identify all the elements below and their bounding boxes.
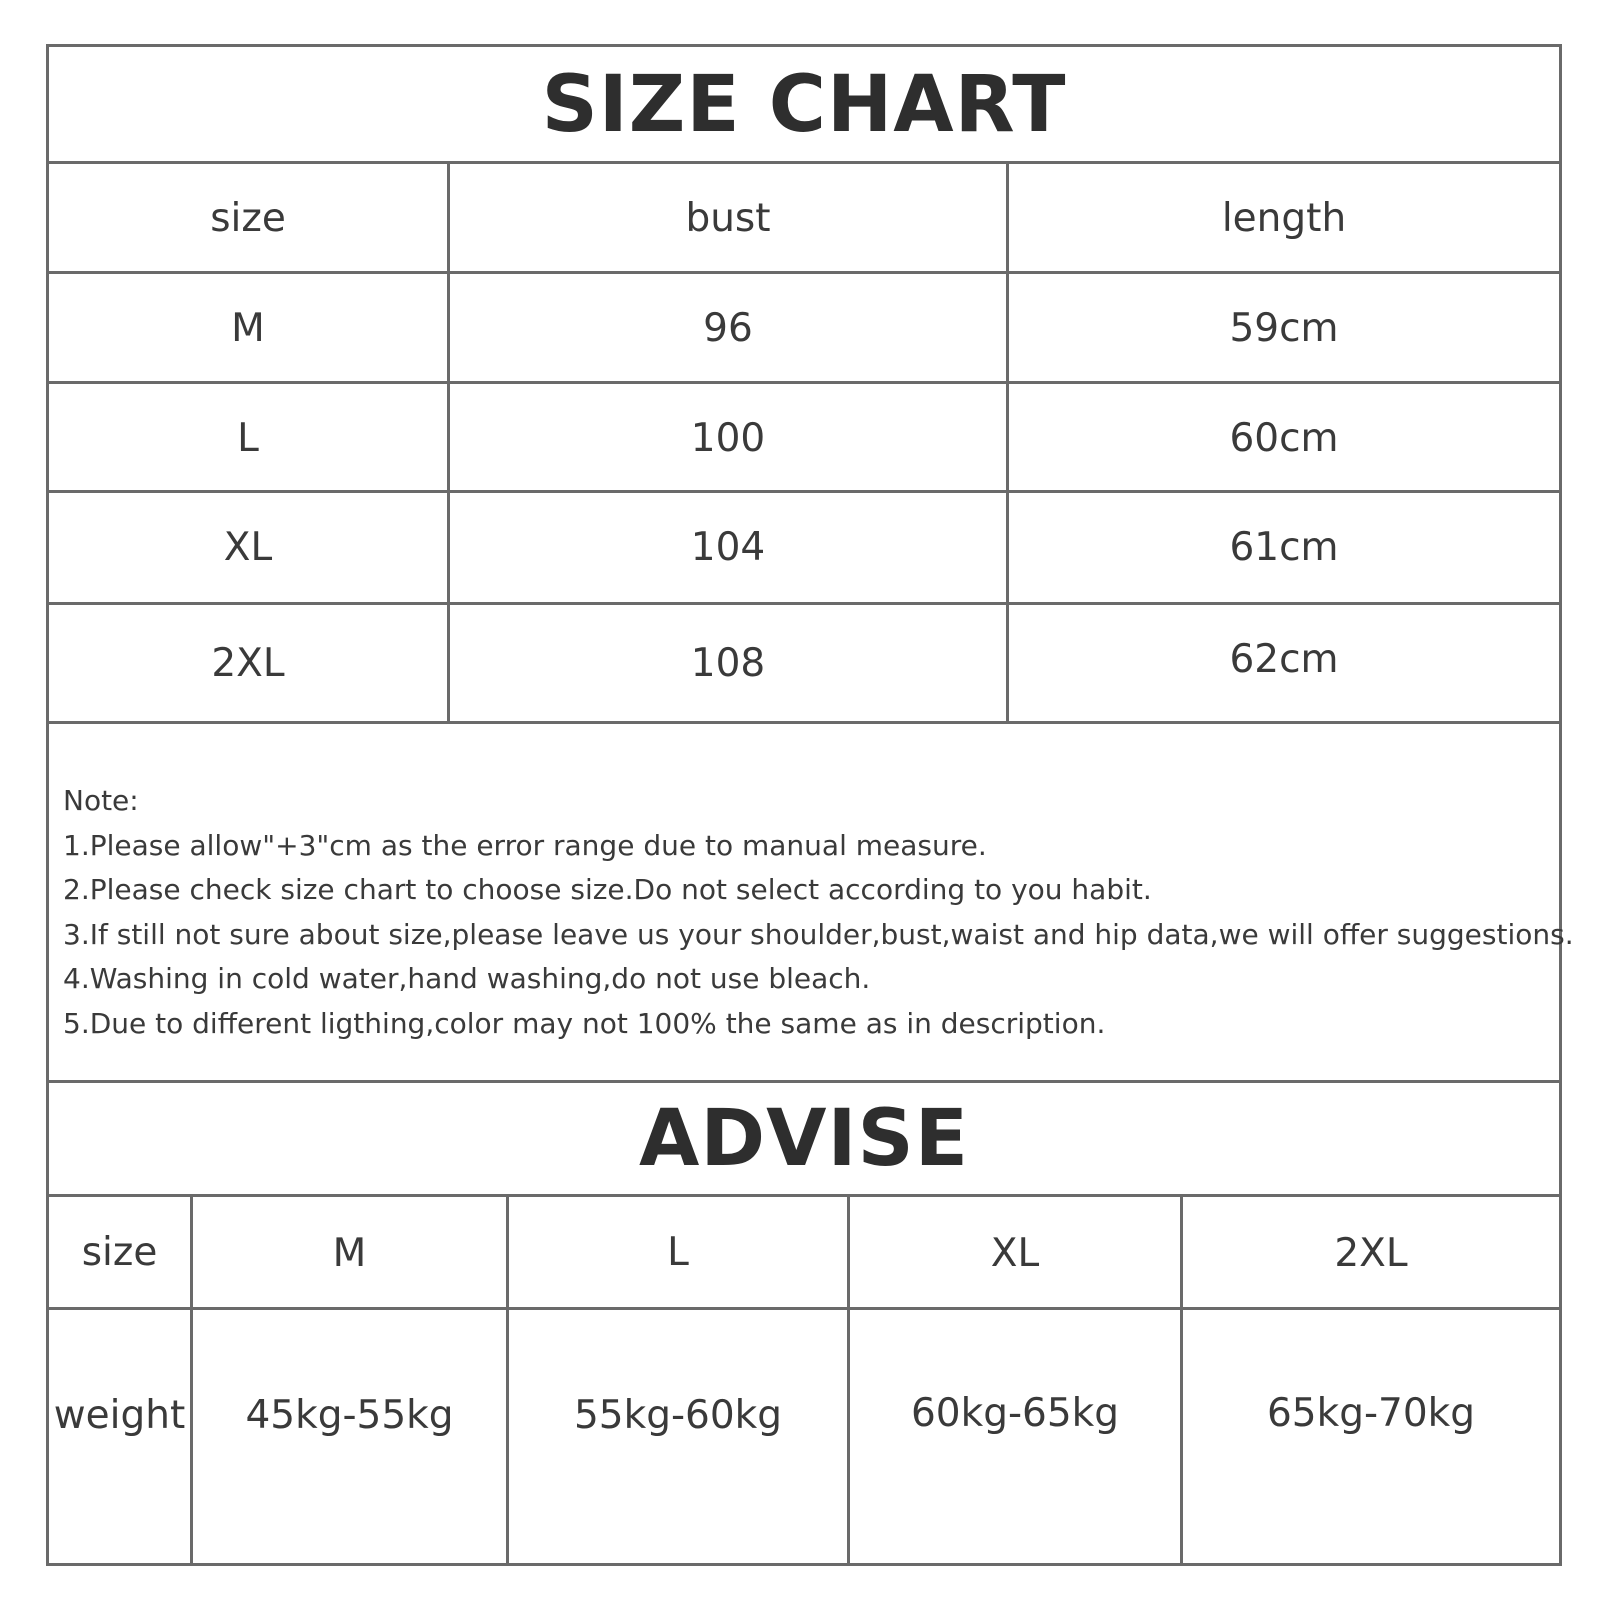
table-cell-bust: 104 [690, 524, 766, 570]
advise-title: ADVISE [639, 1094, 969, 1184]
note-item: 3.If still not sure about size,please leave us your shoulder,bust,waist and hip data,we will offer suggestions. [63, 917, 1574, 951]
advise-weight-cell: 55kg-60kg [573, 1392, 782, 1438]
note-item: 4.Washing in cold water,hand washing,do not use bleach. [63, 962, 871, 995]
advise-weight-cell: 60kg-65kg [910, 1390, 1119, 1436]
notes-block [63, 779, 1574, 1046]
note-item: 1.Please allow"+3"cm as the error range due to manual measure. [63, 828, 987, 862]
header-size: size [210, 195, 286, 241]
table-cell-size: L [237, 415, 259, 461]
note-item: 5.Due to different ligthing,color may not 100% the same as in description. [63, 1006, 1106, 1040]
divider [49, 721, 1559, 724]
advise-weight-cell: 45kg-55kg [245, 1392, 454, 1438]
advise-size-cell: 2XL [1334, 1230, 1408, 1276]
advise-size-cell: M [332, 1230, 367, 1276]
header-length: length [1221, 195, 1347, 241]
table-cell-size: 2XL [211, 640, 285, 686]
table-cell-bust: 96 [703, 305, 753, 351]
size-chart-frame [46, 44, 1574, 1566]
table-cell-bust: 108 [690, 640, 766, 686]
advise-size-cell: XL [990, 1230, 1040, 1276]
table-cell-length: 62cm [1229, 636, 1339, 682]
advise-size-label: size [81, 1229, 158, 1275]
advise-weight-label: weight [53, 1392, 186, 1438]
notes-heading: Note: [63, 784, 139, 817]
table-cell-length: 60cm [1229, 415, 1339, 461]
advise-size-cell: L [667, 1229, 689, 1275]
table-cell-length: 61cm [1229, 524, 1339, 570]
table-cell-bust: 100 [690, 415, 766, 461]
note-item: 2.Please check size chart to choose size.Do not select according to you habit. [63, 873, 1152, 906]
header-bust: bust [685, 195, 771, 241]
advise-weight-cell: 65kg-70kg [1266, 1390, 1475, 1436]
table-cell-size: M [231, 305, 265, 351]
table-cell-length: 59cm [1229, 305, 1339, 351]
table-cell-size: XL [223, 524, 273, 570]
size-chart-title: SIZE CHART [541, 60, 1067, 150]
